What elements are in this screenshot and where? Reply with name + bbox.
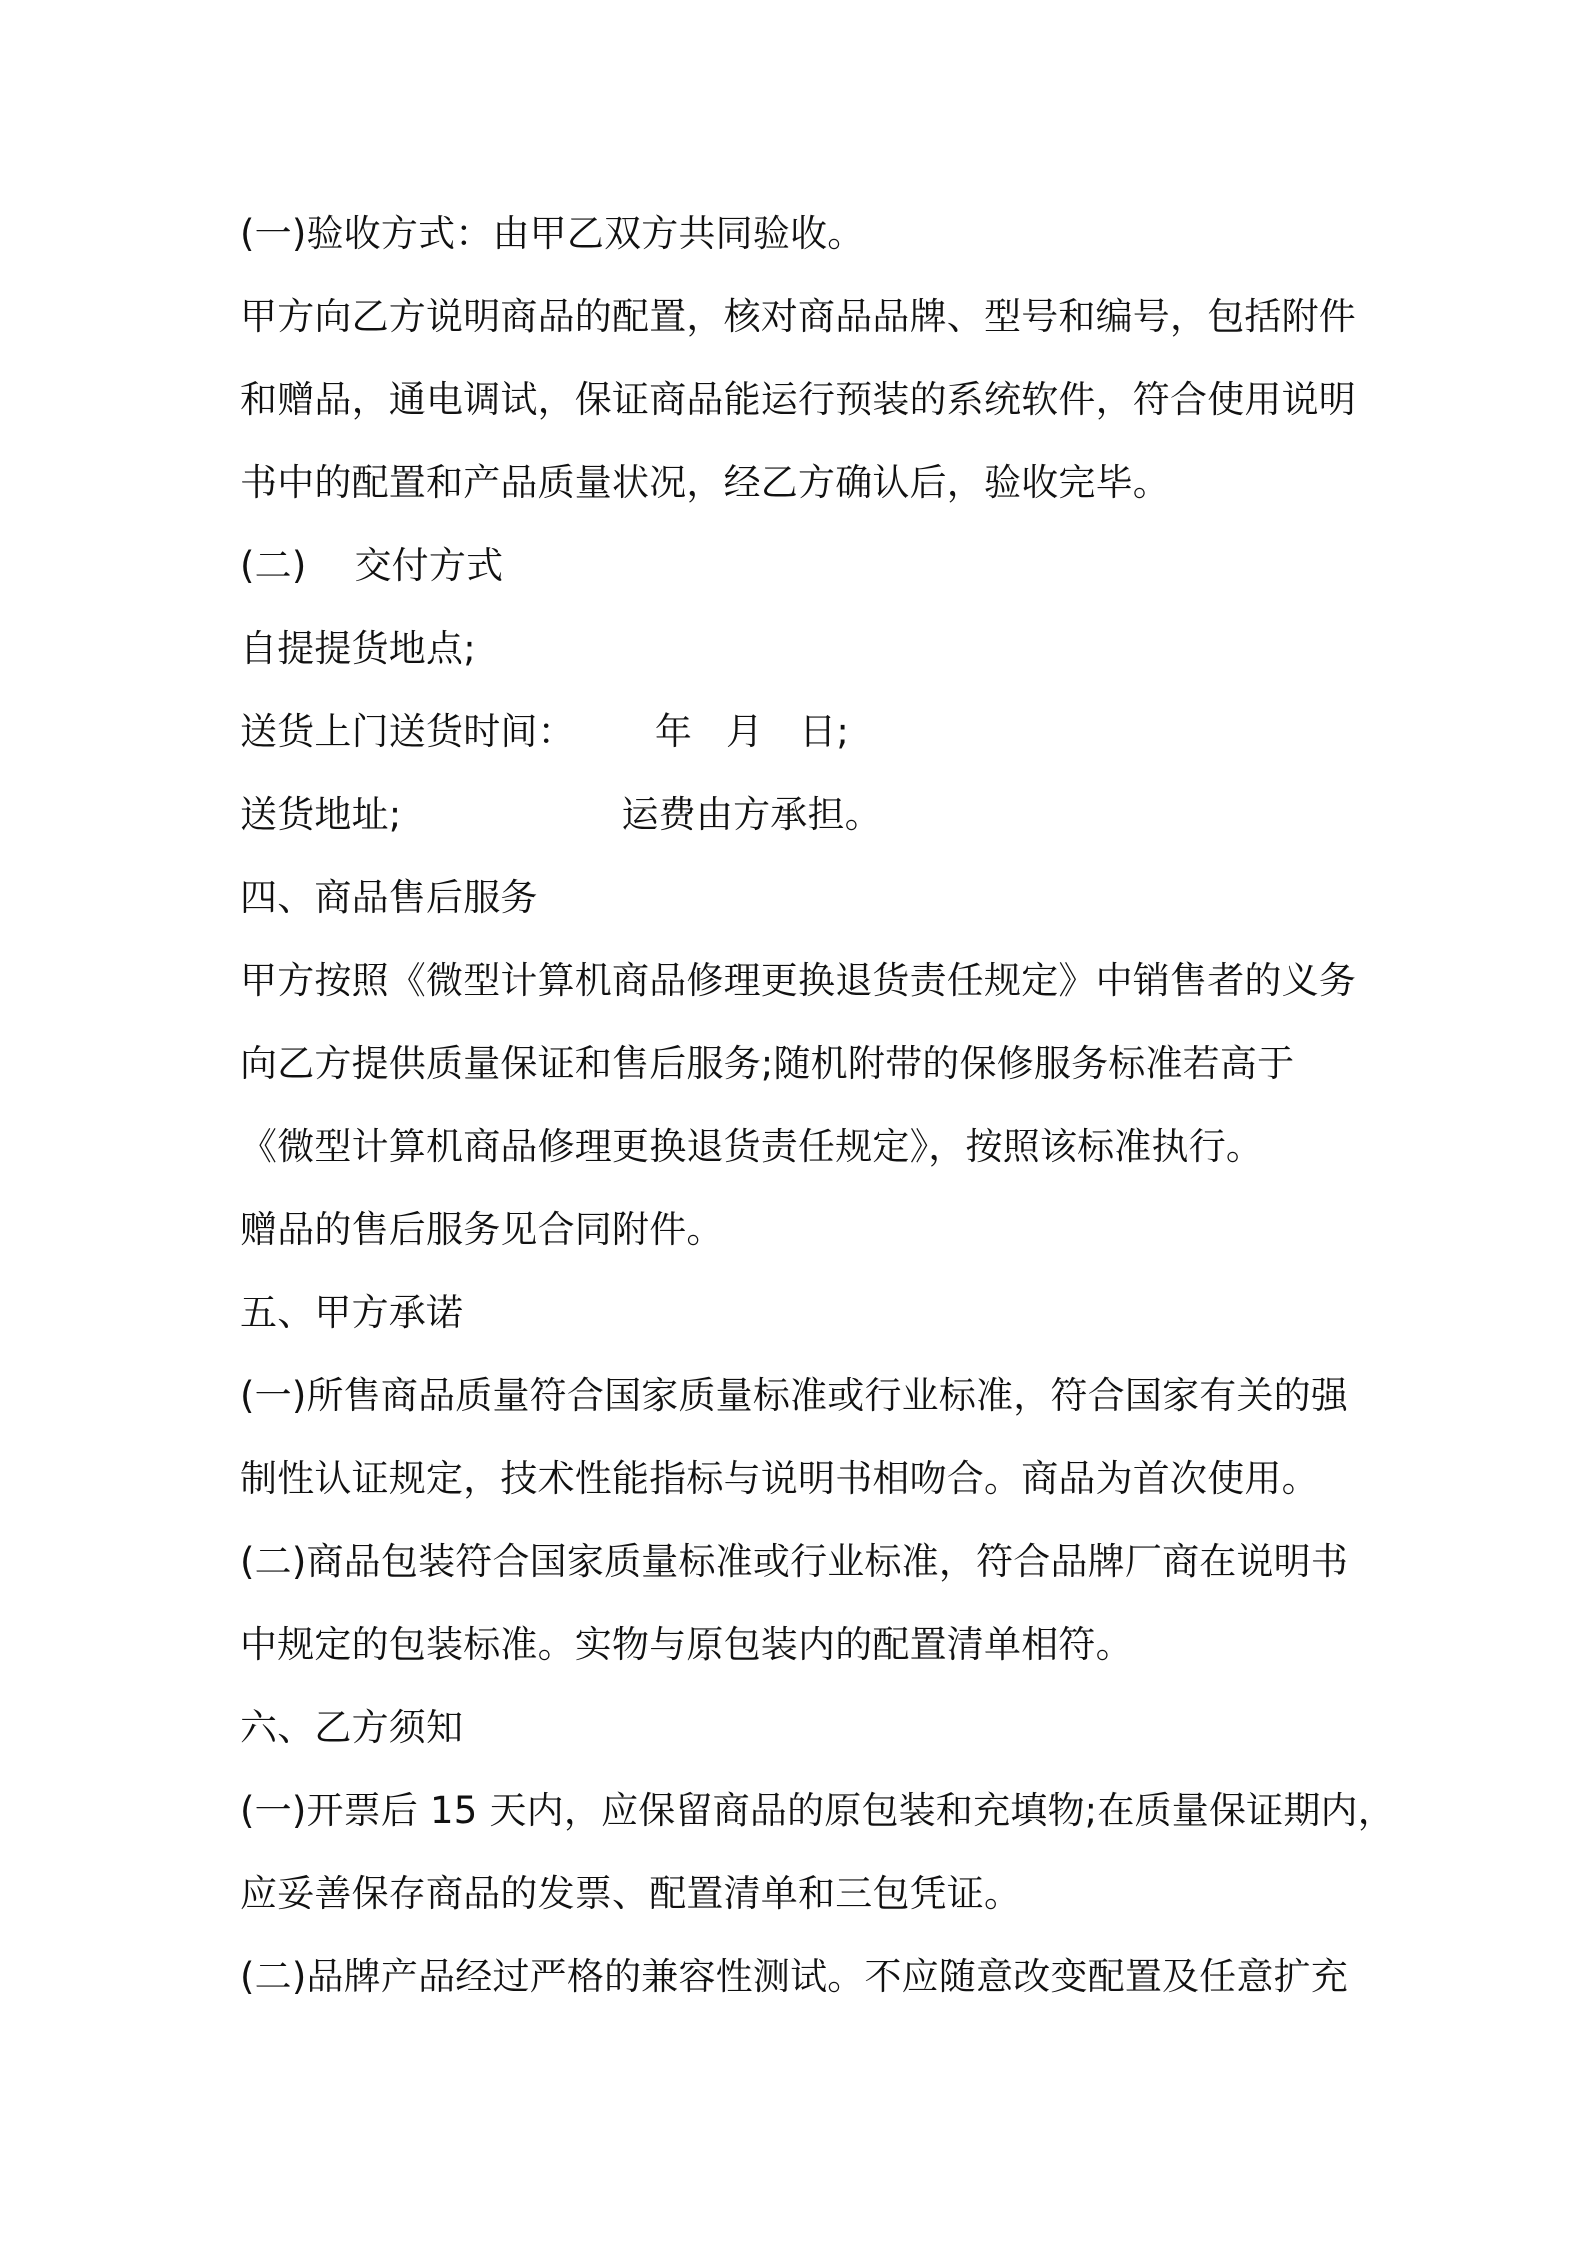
notice-one-line-2: 应妥善保存商品的发票、配置清单和三包凭证。 bbox=[240, 1872, 1022, 1915]
delivery-time-line bbox=[240, 690, 1360, 773]
acceptance-paragraph-line-1: 甲方向乙方说明商品的配置，核对商品品牌、型号和编号，包括附件 bbox=[240, 295, 1356, 338]
notice-two-line-1: (二)品牌产品经过严格的兼容性测试。不应随意改变配置及任意扩充 bbox=[240, 1955, 1349, 1998]
after-sales-heading: 四、商品售后服务 bbox=[240, 876, 538, 919]
commitment-two-line-2: 中规定的包装标准。实物与原包装内的配置清单相符。 bbox=[240, 1623, 1133, 1666]
delivery-address-line bbox=[240, 773, 1360, 856]
after-sales-paragraph-line-2: 向乙方提供质量保证和售后服务;随机附带的保修服务标准若高于 bbox=[240, 1042, 1295, 1085]
delivery-method-number: (二) bbox=[240, 544, 307, 587]
acceptance-paragraph-line-2: 和赠品，通电调试，保证商品能运行预装的系统软件，符合使用说明 bbox=[240, 378, 1356, 421]
delivery-year-label: 年 bbox=[654, 710, 693, 753]
commitment-one-line-1: (一)所售商品质量符合国家质量标准或行业标准，符合国家有关的强 bbox=[240, 1374, 1349, 1417]
delivery-day-label: 日; bbox=[799, 710, 850, 753]
delivery-time-label: 送货上门送货时间： bbox=[240, 710, 575, 753]
after-sales-paragraph-line-3: 《微型计算机商品修理更换退货责任规定》，按照该标准执行。 bbox=[240, 1125, 1264, 1168]
delivery-address-label: 送货地址; bbox=[240, 793, 402, 836]
party-b-notice-heading: 六、乙方须知 bbox=[240, 1706, 464, 1749]
notice-one-line-1: (一)开票后 15 天内，应保留商品的原包装和充填物;在质量保证期内， bbox=[240, 1789, 1395, 1832]
commitment-one-line-2: 制性认证规定，技术性能指标与说明书相吻合。商品为首次使用。 bbox=[240, 1457, 1319, 1500]
acceptance-paragraph-line-3: 书中的配置和产品质量状况，经乙方确认后，验收完毕。 bbox=[240, 461, 1170, 504]
pickup-location-line: 自提提货地点; bbox=[240, 627, 476, 670]
commitment-two-line-1: (二)商品包装符合国家质量标准或行业标准，符合品牌厂商在说明书 bbox=[240, 1540, 1349, 1583]
document-body bbox=[240, 192, 1395, 2018]
after-sales-paragraph-line-1: 甲方按照《微型计算机商品修理更换退货责任规定》中销售者的义务 bbox=[240, 959, 1356, 1002]
delivery-month-label: 月 bbox=[726, 710, 764, 753]
party-a-commitment-heading: 五、甲方承诺 bbox=[240, 1291, 464, 1334]
delivery-method-heading bbox=[240, 524, 1360, 607]
acceptance-method-heading: (一)验收方式：由甲乙双方共同验收。 bbox=[240, 212, 865, 255]
gift-service-line: 赠品的售后服务见合同附件。 bbox=[240, 1208, 724, 1251]
delivery-method-title: 交付方式 bbox=[354, 544, 504, 587]
freight-text: 运费由方承担。 bbox=[621, 793, 882, 836]
